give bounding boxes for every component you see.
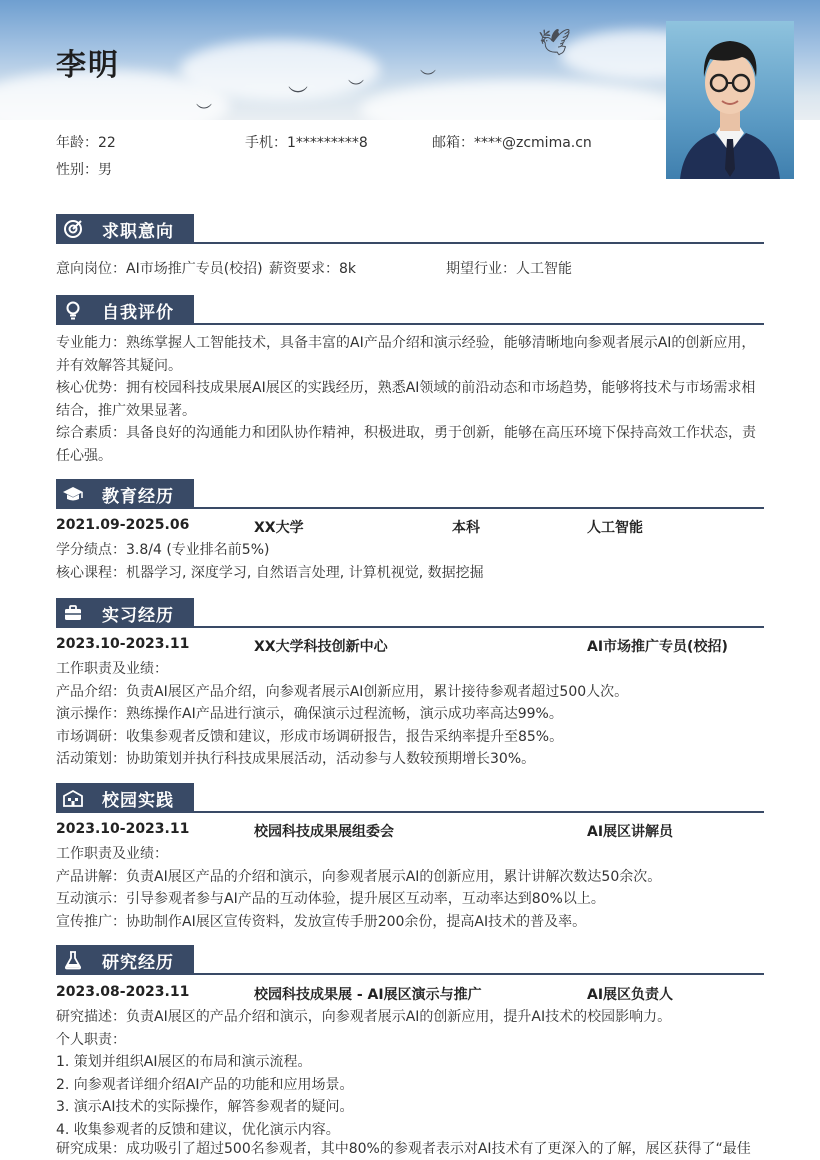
intent-position: 意向岗位：AI市场推广专员(校招) <box>56 261 263 277</box>
lightbulb-icon <box>58 295 88 325</box>
self-line: 结合，推广效果显著。 <box>56 402 196 419</box>
campus-role: AI展区讲解员 <box>587 824 674 840</box>
graduation-cap-icon <box>58 479 88 509</box>
intent-salary: 薪资要求：8k <box>269 261 357 277</box>
section-title: 求职意向 <box>102 221 174 242</box>
education-line: 学分绩点：3.8/4 (专业排名前5%) <box>56 542 270 558</box>
research-row <box>56 982 768 1004</box>
campus-line: 产品讲解：负责AI展区产品的介绍和演示，向参观者展示AI的创新应用，累计讲解次数达50余次。 <box>56 868 662 885</box>
section-header-campus <box>56 783 194 813</box>
internship-role: AI市场推广专员(校招) <box>587 639 728 655</box>
internship-line: 活动策划：协助策划并执行科技成果展活动，活动参与人数较预期增长30%。 <box>56 751 536 767</box>
education-date: 2021.09-2025.06 <box>56 517 190 533</box>
internship-row <box>56 634 768 656</box>
research-date: 2023.08-2023.11 <box>56 984 190 1000</box>
campus-line: 工作职责及业绩： <box>56 846 168 862</box>
section-title: 研究经历 <box>102 952 174 973</box>
research-line: 1. 策划并组织AI展区的布局和演示流程。 <box>56 1054 312 1070</box>
email-field: 邮箱：****@zcmima.cn <box>432 135 592 151</box>
self-line: 任心强。 <box>56 447 112 464</box>
education-degree: 本科 <box>452 520 480 536</box>
campus-date: 2023.10-2023.11 <box>56 821 190 837</box>
research-line: 研究描述：负责AI展区的产品介绍和演示，向参观者展示AI的创新应用，提升AI技术的校园影响力。 <box>56 1009 672 1025</box>
bird-icon: 🕊 <box>538 28 572 58</box>
internship-org: XX大学科技创新中心 <box>254 639 388 655</box>
internship-line: 演示操作：熟练操作AI产品进行演示，确保演示过程流畅，演示成功率高达99%。 <box>56 706 563 722</box>
section-header-internship <box>56 598 194 628</box>
campus-line: 互动演示：引导参观者参与AI产品的互动体验，提升展区互动率，互动率达到80%以上。 <box>56 891 605 907</box>
internship-line: 市场调研：收集参观者反馈和建议，形成市场调研报告，报告采纳率提升至85%。 <box>56 728 564 745</box>
section-divider <box>56 507 764 509</box>
education-line: 核心课程：机器学习, 深度学习, 自然语言处理, 计算机视觉, 数据挖掘 <box>56 564 484 581</box>
research-line: 4. 收集参观者的反馈和建议，优化演示内容。 <box>56 1121 340 1138</box>
self-line: 核心优势：拥有校园科技成果展AI展区的实践经历，熟悉AI领域的前沿动态和市场趋势，能够将技术与市场需求相 <box>56 380 756 396</box>
section-header-self <box>56 295 194 325</box>
flask-icon <box>58 945 88 975</box>
section-divider <box>56 242 764 244</box>
section-title: 教育经历 <box>102 486 174 507</box>
self-line: 综合素质：具备良好的沟通能力和团队协作精神，积极进取，勇于创新，能够在高压环境下保持高效工作状态，责 <box>56 425 756 441</box>
section-header-education <box>56 479 194 509</box>
campus-row <box>56 819 768 841</box>
section-title: 校园实践 <box>102 790 174 811</box>
section-header-intent <box>56 214 194 244</box>
building-icon <box>58 783 88 813</box>
research-role: AI展区负责人 <box>587 987 674 1003</box>
bird-icon: ︶ <box>196 102 213 120</box>
briefcase-icon <box>58 598 88 628</box>
gender-field: 性别：男 <box>56 162 112 178</box>
phone-field: 手机：1*********8 <box>245 135 368 151</box>
candidate-name: 李明 <box>56 48 120 83</box>
education-major: 人工智能 <box>587 520 643 536</box>
self-line: 专业能力：熟练掌握人工智能技术，具备丰富的AI产品介绍和演示经验，能够清晰地向参观者展示AI的创新应用， <box>56 335 756 351</box>
section-header-research <box>56 945 194 975</box>
bird-icon: ︶ <box>288 84 308 108</box>
section-divider <box>56 811 764 813</box>
section-divider <box>56 323 764 325</box>
education-row <box>56 515 768 537</box>
target-icon <box>58 214 88 244</box>
age-field: 年龄：22 <box>56 135 116 151</box>
internship-date: 2023.10-2023.11 <box>56 636 190 652</box>
research-line: 3. 演示AI技术的实际操作，解答参观者的疑问。 <box>56 1099 354 1115</box>
internship-line: 产品介绍：负责AI展区产品介绍，向参观者展示AI创新应用，累计接待参观者超过500人次。 <box>56 683 629 700</box>
section-divider <box>56 626 764 628</box>
section-title: 自我评价 <box>102 302 174 323</box>
bird-icon: ︶ <box>420 68 437 87</box>
research-line: 个人职责： <box>56 1031 126 1048</box>
bird-icon: ︶ <box>348 78 365 97</box>
campus-org: 校园科技成果展组委会 <box>254 824 394 840</box>
section-title: 实习经历 <box>102 605 174 626</box>
intent-industry: 期望行业：人工智能 <box>446 261 572 277</box>
research-org: 校园科技成果展 - AI展区演示与推广 <box>254 987 482 1003</box>
research-line: 研究成果：成功吸引了超过500名参观者，其中80%的参观者表示对AI技术有了更深入的了解，展区获得了“最佳 <box>56 1141 751 1157</box>
research-line: 2. 向参观者详细介绍AI产品的功能和应用场景。 <box>56 1076 354 1093</box>
education-school: XX大学 <box>254 520 304 536</box>
campus-line: 宣传推广：协助制作AI展区宣传资料，发放宣传手册200余份，提高AI技术的普及率。 <box>56 913 587 930</box>
internship-line: 工作职责及业绩： <box>56 661 168 677</box>
profile-photo <box>666 21 794 179</box>
self-line: 并有效解答其疑问。 <box>56 357 182 374</box>
section-divider <box>56 973 764 975</box>
